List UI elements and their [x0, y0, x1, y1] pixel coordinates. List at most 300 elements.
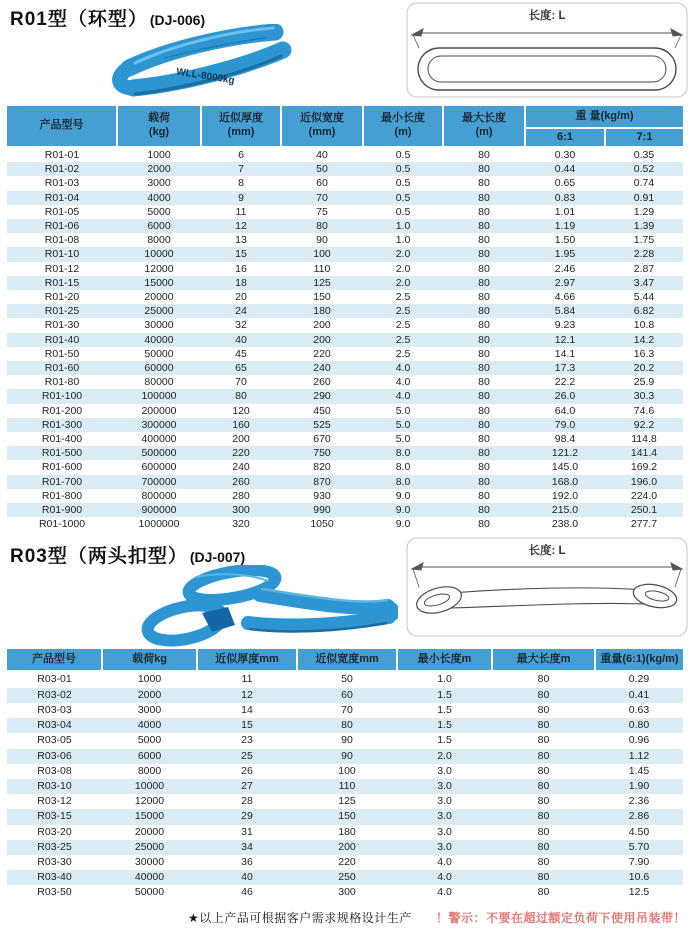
- table-cell: R01-500: [41, 447, 83, 460]
- table-cell: 14: [241, 703, 253, 716]
- table-cell: R03-01: [37, 673, 72, 686]
- table-cell: 150: [338, 810, 356, 823]
- table-cell: R03-04: [37, 719, 72, 732]
- table-cell: 200: [232, 433, 250, 446]
- table-cell: 80: [537, 764, 550, 777]
- table-row: [7, 733, 683, 748]
- table-cell: 80: [478, 390, 490, 403]
- table-cell: 15000: [134, 810, 165, 823]
- col-header-weight: 重 量(kg/m): [525, 106, 683, 128]
- table-cell: 4000: [137, 719, 162, 732]
- table-cell: 40: [235, 333, 247, 346]
- table-cell: 450: [313, 404, 331, 417]
- table-cell: 23: [241, 734, 253, 747]
- table-cell: 220: [232, 447, 250, 460]
- table-cell: 277.7: [630, 518, 658, 531]
- model-code-2: (DJ-007): [189, 549, 246, 566]
- table-cell: R01-03: [44, 177, 80, 190]
- col-header-max-length-2: 最大长度m: [492, 649, 595, 671]
- table-cell: 80: [537, 871, 550, 884]
- table-cell: 670: [313, 433, 331, 446]
- table-cell: 8.0: [395, 461, 411, 474]
- table-cell: 6000: [137, 749, 162, 762]
- table-cell: 10000: [144, 248, 174, 261]
- table-row: [7, 517, 683, 531]
- table-cell: 1000: [147, 149, 171, 161]
- table-cell: 80000: [144, 376, 174, 389]
- table-cell: 220: [313, 347, 331, 360]
- table-cell: 110: [338, 779, 356, 792]
- table-cell: 100: [313, 248, 331, 261]
- table-cell: 1.75: [633, 234, 655, 247]
- col-header-load-label: 载荷: [148, 112, 170, 125]
- table-row: [7, 671, 683, 687]
- table-cell: 300: [338, 886, 356, 899]
- table-cell: 80: [235, 390, 247, 403]
- table-cell: 240: [313, 362, 331, 375]
- table-cell: 1000: [137, 673, 162, 686]
- table-cell: 80: [478, 333, 490, 346]
- table-cell: 1.5: [437, 703, 452, 716]
- table-cell: 1050: [310, 518, 334, 531]
- table-cell: R01-08: [44, 234, 80, 247]
- r01-length-diagram: [406, 2, 688, 102]
- table-cell: 260: [313, 376, 331, 389]
- r03-length-diagram: [406, 537, 688, 641]
- table-row: [7, 219, 683, 233]
- table-cell: 3.0: [437, 810, 452, 823]
- table-cell: 5.70: [628, 840, 650, 853]
- table-row: [7, 749, 683, 764]
- table-cell: R03-12: [37, 795, 72, 808]
- table-cell: 80: [478, 291, 490, 304]
- table-cell: 100: [338, 764, 356, 777]
- table-cell: 80: [478, 447, 490, 460]
- col-header-max-length: [443, 106, 525, 147]
- r01-spec-table: [7, 106, 683, 531]
- table-cell: 5.0: [395, 433, 411, 446]
- table-cell: 100000: [141, 390, 177, 403]
- table-cell: 12: [235, 220, 247, 233]
- table-cell: 1000000: [138, 518, 180, 531]
- table-cell: 7.90: [628, 855, 650, 868]
- table-cell: 8.0: [395, 475, 411, 488]
- table-cell: 80: [478, 305, 490, 318]
- table-cell: R01-80: [44, 376, 80, 389]
- col-header-width: [281, 106, 363, 147]
- table-row: [7, 318, 683, 332]
- table-cell: 4.0: [437, 871, 452, 884]
- col-header-thickness-2: 近似厚度mm: [197, 649, 297, 671]
- table-cell: 820: [313, 461, 331, 474]
- table-row: [7, 147, 683, 162]
- table-cell: 80: [537, 795, 550, 808]
- table-cell: 800000: [141, 489, 177, 502]
- table-cell: 7: [238, 163, 244, 176]
- table-cell: 0.41: [628, 688, 650, 701]
- table-cell: 22.2: [554, 376, 576, 389]
- table-cell: 12: [241, 688, 253, 701]
- table-cell: 0.29: [628, 673, 650, 686]
- table-cell: 2.28: [633, 248, 655, 261]
- table-row: [7, 446, 683, 460]
- table-cell: 220: [338, 855, 356, 868]
- table-cell: 5000: [147, 205, 171, 218]
- table-cell: 30000: [134, 855, 165, 868]
- table-cell: 65: [235, 362, 247, 375]
- table-cell: R03-20: [37, 825, 72, 838]
- col-header-thickness-unit: (mm): [227, 126, 255, 138]
- table-cell: 30000: [144, 319, 174, 332]
- table-cell: 60: [341, 688, 353, 701]
- table-cell: 1.5: [437, 688, 452, 701]
- table-cell: 3000: [137, 703, 162, 716]
- table-cell: 2.5: [395, 291, 411, 304]
- col-header-width-2: 近似宽度mm: [297, 649, 397, 671]
- table-cell: 80: [478, 362, 490, 375]
- table-row: [7, 503, 683, 517]
- table-row: [7, 432, 683, 446]
- page-footer: [0, 904, 690, 928]
- table-cell: R03-08: [37, 764, 72, 777]
- table-row: [7, 840, 683, 855]
- table-cell: 8000: [147, 234, 171, 247]
- table-cell: 14.1: [554, 347, 576, 360]
- table-cell: R03-10: [37, 779, 72, 792]
- table-cell: 1.0: [437, 673, 452, 686]
- table-cell: 90: [341, 749, 353, 762]
- r03-table-head: [7, 649, 683, 671]
- table-cell: 0.65: [554, 177, 576, 190]
- table-cell: 8.0: [395, 447, 411, 460]
- table-cell: R03-50: [37, 886, 72, 899]
- table-cell: 0.44: [554, 163, 576, 176]
- table-cell: 0.80: [628, 719, 650, 732]
- length-dimension-label-2: 长度: L: [528, 545, 566, 558]
- table-cell: 5.84: [554, 305, 576, 318]
- table-cell: 4.0: [395, 390, 411, 403]
- table-row: [7, 885, 683, 900]
- table-cell: 2.87: [633, 262, 655, 275]
- table-cell: R01-20: [44, 291, 80, 304]
- table-cell: 192.0: [551, 489, 579, 502]
- table-cell: 36: [241, 855, 253, 868]
- table-cell: 9.0: [395, 518, 411, 531]
- table-cell: 80: [478, 489, 490, 502]
- table-cell: R01-400: [41, 433, 83, 446]
- table-cell: 1.01: [554, 205, 576, 218]
- table-cell: 1.90: [628, 779, 650, 792]
- table-cell: 9.0: [395, 504, 411, 517]
- table-cell: 60: [316, 177, 328, 190]
- table-cell: 2.5: [395, 319, 411, 332]
- table-cell: 11: [235, 205, 247, 218]
- table-row: [7, 794, 683, 809]
- table-cell: 8000: [137, 764, 162, 777]
- table-row: [7, 460, 683, 474]
- r01-table-head: [7, 106, 683, 147]
- table-cell: 168.0: [551, 475, 579, 488]
- table-cell: 20000: [134, 825, 165, 838]
- table-cell: 1.50: [554, 234, 576, 247]
- table-cell: 320: [232, 518, 250, 531]
- table-cell: 8: [238, 177, 244, 190]
- table-row: [7, 404, 683, 418]
- table-cell: R01-200: [41, 404, 83, 417]
- table-cell: 6.82: [633, 305, 655, 318]
- table-cell: 26.0: [554, 390, 576, 403]
- table-cell: 400000: [141, 433, 177, 446]
- table-row: [7, 779, 683, 794]
- table-cell: 11: [241, 673, 253, 686]
- table-row: [7, 162, 683, 176]
- table-cell: 1.12: [628, 749, 650, 762]
- table-cell: 300: [232, 504, 250, 517]
- table-cell: 990: [313, 504, 331, 517]
- table-cell: R03-40: [37, 871, 72, 884]
- table-cell: 12000: [144, 262, 174, 275]
- table-cell: 80: [316, 220, 328, 233]
- table-cell: 238.0: [551, 518, 579, 531]
- table-cell: 4.0: [395, 362, 411, 375]
- table-cell: 80: [478, 319, 490, 332]
- table-cell: 40: [241, 871, 253, 884]
- table-cell: 80: [537, 719, 550, 732]
- table-cell: 30.3: [633, 390, 655, 403]
- table-cell: 0.91: [633, 191, 655, 204]
- col-header-model: 产品型号: [7, 106, 117, 147]
- table-row: [7, 176, 683, 190]
- table-cell: R01-25: [44, 305, 80, 318]
- table-cell: 80: [478, 404, 490, 417]
- table-cell: 700000: [141, 475, 177, 488]
- table-cell: 200: [313, 319, 331, 332]
- table-cell: 1.29: [633, 205, 655, 218]
- col-header-width-unit: (mm): [308, 126, 336, 138]
- table-cell: 2.36: [628, 795, 650, 808]
- table-cell: 2.46: [554, 262, 576, 275]
- table-cell: 9.0: [395, 489, 411, 502]
- table-cell: R03-02: [37, 688, 72, 701]
- table-cell: 80: [478, 461, 490, 474]
- table-cell: 4.0: [437, 886, 452, 899]
- table-cell: 80: [537, 673, 550, 686]
- table-cell: 150: [313, 291, 331, 304]
- table-cell: R01-15: [44, 276, 80, 289]
- table-cell: 224.0: [630, 489, 658, 502]
- table-cell: 80: [537, 779, 550, 792]
- col-header-thickness-label: 近似厚度: [219, 112, 263, 125]
- table-cell: 25000: [134, 840, 165, 853]
- table-cell: 110: [313, 262, 331, 275]
- table-cell: 169.2: [630, 461, 658, 474]
- table-cell: 60000: [144, 362, 174, 375]
- table-cell: 5.0: [395, 404, 411, 417]
- col-header-weight-2: 重量(6:1)(kg/m): [595, 649, 683, 671]
- table-cell: 12.5: [628, 886, 650, 899]
- table-cell: R03-03: [37, 703, 72, 716]
- table-cell: 16.3: [633, 347, 655, 360]
- table-cell: 0.5: [395, 177, 411, 190]
- table-cell: 0.30: [554, 149, 576, 161]
- table-cell: 2.0: [395, 262, 411, 275]
- r01-table-body: [7, 147, 683, 531]
- table-cell: 0.96: [628, 734, 650, 747]
- table-cell: 32: [235, 319, 247, 332]
- table-cell: 10000: [134, 779, 165, 792]
- table-cell: 6000: [147, 220, 171, 233]
- table-cell: 34: [241, 840, 253, 853]
- table-cell: 5.44: [633, 291, 655, 304]
- table-cell: 4.50: [628, 825, 650, 838]
- table-cell: 80: [478, 276, 490, 289]
- table-cell: 80: [478, 220, 490, 233]
- table-cell: R01-50: [44, 347, 80, 360]
- col-header-ratio-6-1: 6:1: [525, 128, 605, 147]
- table-cell: 80: [537, 688, 550, 701]
- table-cell: 28: [241, 795, 253, 808]
- table-cell: R01-40: [44, 333, 80, 346]
- table-cell: 18: [235, 276, 247, 289]
- table-cell: 14.2: [633, 333, 655, 346]
- table-cell: 15000: [144, 276, 174, 289]
- table-row: [7, 809, 683, 824]
- table-cell: 4000: [147, 191, 171, 204]
- table-row: [7, 276, 683, 290]
- table-cell: 80: [537, 840, 550, 853]
- table-row: [7, 304, 683, 318]
- table-cell: 1.5: [437, 719, 452, 732]
- section-r03-header: [0, 537, 690, 649]
- table-cell: 2.0: [437, 749, 452, 762]
- table-cell: R01-30: [44, 319, 80, 332]
- r03-eye-sling-photo: [140, 565, 398, 649]
- table-cell: 1.39: [633, 220, 655, 233]
- table-cell: R03-06: [37, 749, 72, 762]
- table-cell: 27: [241, 779, 253, 792]
- r03-table-body: [7, 671, 683, 900]
- table-cell: 125: [313, 276, 331, 289]
- table-cell: 15: [241, 719, 253, 732]
- table-cell: 26: [241, 764, 253, 777]
- table-cell: 80: [478, 205, 490, 218]
- table-cell: 200: [338, 840, 356, 853]
- table-cell: 70: [341, 703, 353, 716]
- table-cell: 80: [478, 475, 490, 488]
- table-row: [7, 703, 683, 718]
- table-cell: 1.95: [554, 248, 576, 261]
- table-row: [7, 688, 683, 703]
- table-cell: R03-05: [37, 734, 72, 747]
- table-cell: 80: [478, 248, 490, 261]
- table-cell: 0.5: [395, 149, 411, 161]
- table-cell: 3.0: [437, 840, 452, 853]
- table-cell: 160: [232, 418, 250, 431]
- table-row: [7, 489, 683, 503]
- table-cell: 525: [313, 418, 331, 431]
- custom-production-note: ★以上产品可根据客户需求规格设计生产: [188, 910, 412, 925]
- length-dimension-label: 长度: L: [528, 10, 566, 22]
- table-cell: 1.0: [395, 220, 411, 233]
- table-cell: 3.47: [633, 276, 655, 289]
- table-cell: 79.0: [554, 418, 576, 431]
- table-cell: 3.0: [437, 795, 452, 808]
- table-cell: 280: [232, 489, 250, 502]
- table-cell: 3.0: [437, 764, 452, 777]
- table-cell: 15: [235, 248, 247, 261]
- table-cell: R01-800: [41, 489, 83, 502]
- table-row: [7, 247, 683, 261]
- table-row: [7, 233, 683, 247]
- ring-sling-outline: [418, 48, 676, 90]
- table-cell: 240: [232, 461, 250, 474]
- table-cell: 0.35: [633, 149, 655, 161]
- table-cell: 2000: [137, 688, 162, 701]
- table-cell: 500000: [141, 447, 177, 460]
- table-cell: R01-12: [44, 262, 80, 275]
- table-cell: 10.6: [628, 871, 650, 884]
- table-cell: 9.23: [554, 319, 576, 332]
- table-cell: 10.8: [633, 319, 655, 332]
- table-cell: 930: [313, 489, 331, 502]
- table-cell: 114.8: [631, 433, 657, 446]
- table-cell: 6: [238, 149, 244, 161]
- table-cell: 20000: [144, 291, 174, 304]
- table-cell: 50000: [134, 886, 165, 899]
- table-row: [7, 718, 683, 733]
- model-code: (DJ-006): [149, 12, 206, 28]
- table-cell: R03-25: [37, 840, 72, 853]
- table-cell: 5.0: [395, 418, 411, 431]
- table-cell: 3.0: [437, 825, 452, 838]
- table-row: [7, 333, 683, 347]
- table-cell: 80: [478, 177, 490, 190]
- table-cell: 0.83: [554, 191, 576, 204]
- table-cell: R01-04: [44, 191, 80, 204]
- table-cell: 80: [478, 504, 490, 517]
- table-cell: 900000: [141, 504, 177, 517]
- table-cell: 2.0: [395, 276, 411, 289]
- table-cell: 1.5: [437, 734, 452, 747]
- table-cell: 250.1: [630, 504, 658, 517]
- overload-warning-text: ！警示：不要在超过额定负荷下使用吊装带！: [435, 910, 686, 925]
- col-header-min-length-label: 最小长度: [381, 112, 425, 125]
- r01-round-sling-photo: [105, 24, 295, 104]
- table-cell: 250: [338, 871, 356, 884]
- table-cell: 17.3: [554, 362, 576, 375]
- table-cell: 70: [235, 376, 247, 389]
- table-cell: 1.19: [554, 220, 576, 233]
- table-cell: 40: [316, 149, 328, 161]
- table-cell: 25000: [144, 305, 174, 318]
- table-cell: 120: [232, 404, 250, 417]
- table-cell: 92.2: [633, 418, 655, 431]
- table-cell: R03-30: [37, 855, 72, 868]
- section-r03-title: [10, 541, 245, 568]
- table-cell: 45: [235, 347, 247, 360]
- col-header-max-length-label: 最大长度: [462, 112, 506, 125]
- table-cell: 13: [235, 234, 247, 247]
- table-cell: 74.6: [633, 404, 655, 417]
- table-cell: 200: [313, 333, 331, 346]
- table-cell: 4.66: [554, 291, 576, 304]
- table-cell: 1.0: [395, 234, 411, 247]
- col-header-min-length-2: 最小长度m: [397, 649, 492, 671]
- table-cell: 0.5: [395, 205, 411, 218]
- table-cell: 80: [537, 886, 550, 899]
- table-cell: 145.0: [551, 461, 579, 474]
- wll-marking-label: WLL-8000kg: [175, 66, 236, 87]
